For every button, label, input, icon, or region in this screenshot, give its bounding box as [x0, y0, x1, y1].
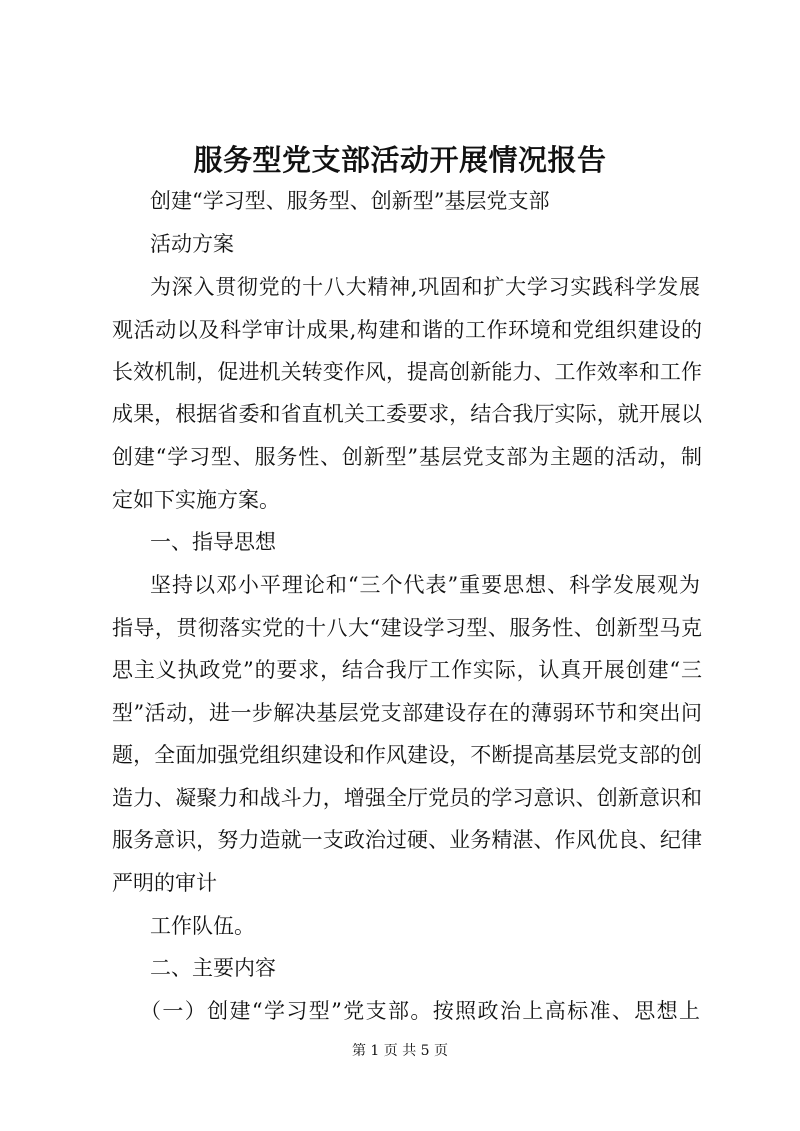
page-title: 服务型党支部活动开展情况报告 [193, 143, 607, 177]
page-footer: 第 1 页 共 5 页 [351, 1043, 449, 1059]
text-line: 严明的审计 [112, 871, 217, 895]
text-line: 定如下实施方案。 [112, 488, 280, 512]
text-line: 创建“学习型、服务性、创新型”基层党支部为主题的活动，制 [112, 445, 702, 469]
text-line: 创建“学习型、服务型、创新型”基层党支部 [150, 189, 550, 213]
text-line: 指导，贯彻落实党的十八大“建设学习型、服务性、创新型马克 [112, 616, 702, 640]
text-line: 活动方案 [150, 232, 234, 256]
text-line: 型”活动，进一步解决基层党支部建设存在的薄弱环节和突出问 [112, 701, 702, 725]
text-line: 服务意识，努力造就一支政治过硬、业务精湛、作风优良、纪律 [112, 828, 702, 852]
text-line: 为深入贯彻党的十八大精神,巩固和扩大学习实践科学发展 [150, 275, 700, 299]
text-line: 工作队伍。 [150, 914, 255, 938]
text-line: （一）创建“学习型”党支部。按照政治上高标准、思想上 [140, 999, 700, 1023]
text-line: 题，全面加强党组织建设和作风建设，不断提高基层党支部的创 [112, 743, 702, 767]
text-line: 坚持以邓小平理论和“三个代表”重要思想、科学发展观为 [150, 573, 700, 597]
text-line: 成果，根据省委和省直机关工委要求，结合我厅实际，就开展以 [112, 402, 702, 426]
text-line: 观活动以及科学审计成果,构建和谐的工作环境和党组织建设的 [112, 318, 702, 342]
text-line: 造力、凝聚力和战斗力，增强全厅党员的学习意识、创新意识和 [112, 786, 702, 810]
section-heading: 一、指导思想 [150, 530, 276, 554]
section-heading: 二、主要内容 [150, 956, 276, 980]
text-line: 思主义执政党”的要求，结合我厅工作实际，认真开展创建“三 [112, 658, 702, 682]
text-line: 长效机制，促进机关转变作风，提高创新能力、工作效率和工作 [112, 360, 702, 384]
